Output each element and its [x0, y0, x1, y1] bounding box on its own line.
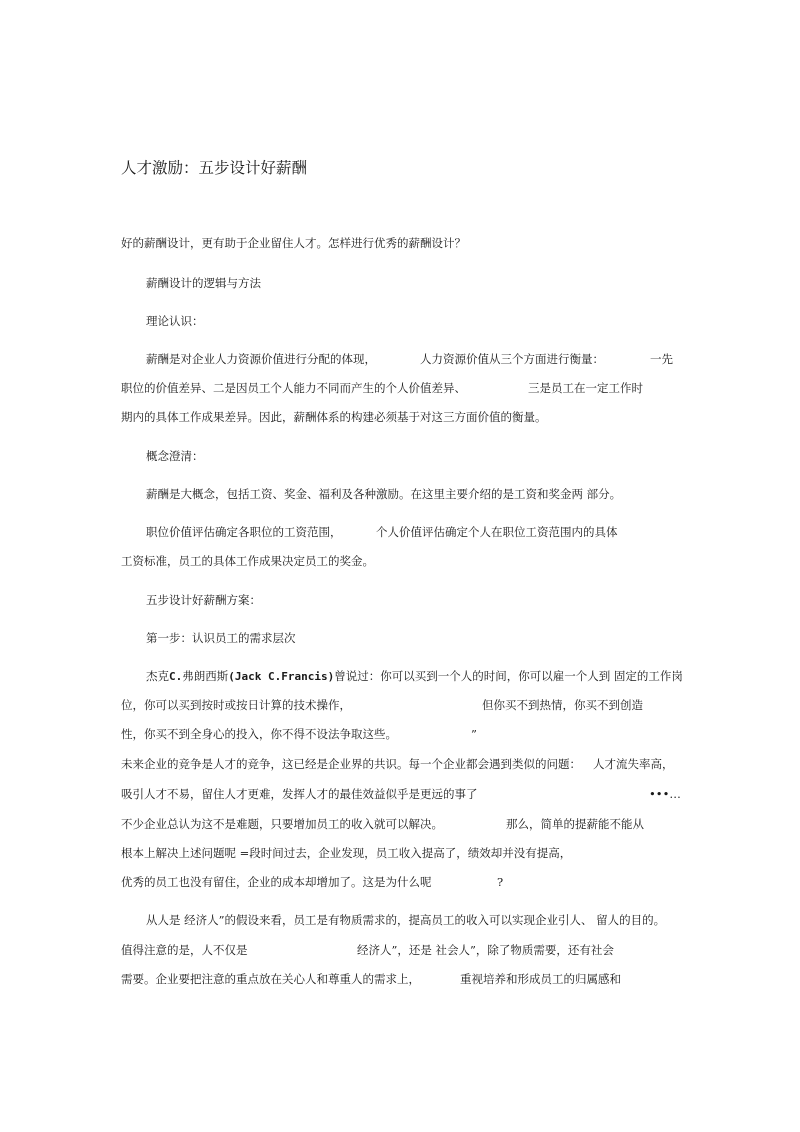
text-segment: 经济人”，还是 社会人”，除了物质需要，还有社会 [357, 943, 614, 957]
text-segment: 吸引人才不易，留住人才更难，发挥人才的最佳效益似乎是更远的事了 [121, 787, 478, 801]
text-segment: 杰克 [146, 669, 169, 683]
paragraph-line [121, 727, 477, 741]
text-segment: (Jack C.Francis) [228, 670, 335, 683]
paragraph-line: 期内的具体工作成果差异。因此，薪酬体系的构建必须基于对这三方面价值的衡量。 [121, 410, 547, 424]
paragraph-line [121, 972, 621, 986]
paragraph-line [146, 525, 618, 539]
text-segment: 职位价值评估确定各职位的工资范围， [146, 525, 342, 539]
text-segment: 人力资源价值从三个方面进行衡量： [420, 352, 604, 366]
text-segment: 那么，简单的提薪能不能从 [506, 817, 644, 831]
paragraph-line [146, 669, 683, 684]
text-segment: C. [169, 670, 183, 683]
paragraph-line [121, 698, 643, 712]
text-segment: 性，你买不到全身心的投入，你不得不设法争取这些。 [121, 727, 397, 741]
heading-theory: 理论认识： [146, 314, 204, 328]
text-segment: 三是员工在一定工作时 [528, 381, 643, 395]
paragraph-line [121, 943, 614, 957]
text-segment: ” [471, 727, 477, 741]
paragraph-line: 从人是 经济人”的假设来看，员工是有物质需求的，提高员工的收入可以实现企业引人、 留人的目的。 [146, 913, 666, 927]
text-segment: 曾说过：你可以买到一个人的时间，你可以雇一个人到 固定的工作岗 [334, 669, 683, 683]
text-segment: ? [497, 875, 504, 889]
text-segment: 一先 [650, 352, 673, 366]
text-segment: 薪酬是对企业人力资源价值进行分配的体现， [146, 352, 376, 366]
text-segment: 值得注意的是，人不仅是 [121, 943, 248, 957]
text-segment: 但你买不到热情，你买不到创造 [482, 698, 643, 712]
paragraph-line: 薪酬是大概念，包括工资、奖金、福利及各种激励。在这里主要介绍的是工资和奖金两 部分。 [146, 487, 622, 501]
text-segment: 弗朗西斯 [182, 669, 229, 683]
paragraph-line: 工资标准，员工的具体工作成果决定员工的奖金。 [121, 554, 374, 568]
text-segment: •••… [649, 787, 681, 801]
heading-concept: 概念澄清： [146, 449, 204, 463]
text-segment: 不少企业总认为这不是难题，只要增加员工的收入就可以解决。 [121, 817, 443, 831]
text-segment: 优秀的员工也没有留住，企业的成本却增加了。这是为什么呢 [121, 875, 432, 889]
intro-paragraph: 好的薪酬设计，更有助于企业留住人才。怎样进行优秀的薪酬设计？ [121, 236, 466, 250]
paragraph-line [121, 817, 644, 831]
paragraph-line [121, 757, 674, 771]
text-segment: 未来企业的竞争是人才的竞争，这已经是企业界的共识。每一个企业都会遇到类似的问题： [121, 757, 581, 771]
text-segment: 职位的价值差异、二是因员工个人能力不同而产生的个人价值差异、 [121, 381, 466, 395]
page-title: 人才激励：五步设计好薪酬 [121, 159, 308, 177]
paragraph-line: 根本上解决上述问题呢 =段时间过去，企业发现，员工收入提高了，绩效却并没有提高， [121, 846, 572, 860]
text-segment: 人才流失率高， [593, 757, 674, 771]
heading-five-steps: 五步设计好薪酬方案： [146, 593, 261, 607]
heading-step-one: 第一步：认识员工的需求层次 [146, 631, 296, 645]
text-segment: 位，你可以买到按时或按日计算的技术操作， [121, 698, 351, 712]
text-segment: 个人价值评估确定个人在职位工资范围内的具体 [376, 525, 618, 539]
paragraph-line [121, 875, 504, 889]
paragraph-line [121, 787, 681, 801]
paragraph-line [121, 381, 643, 395]
heading-logic: 薪酬设计的逻辑与方法 [146, 276, 261, 290]
text-segment: 需要。企业要把注意的重点放在关心人和尊重人的需求上， [121, 972, 420, 986]
text-segment: 重视培养和形成员工的归属感和 [460, 972, 621, 986]
paragraph-line [146, 352, 673, 366]
